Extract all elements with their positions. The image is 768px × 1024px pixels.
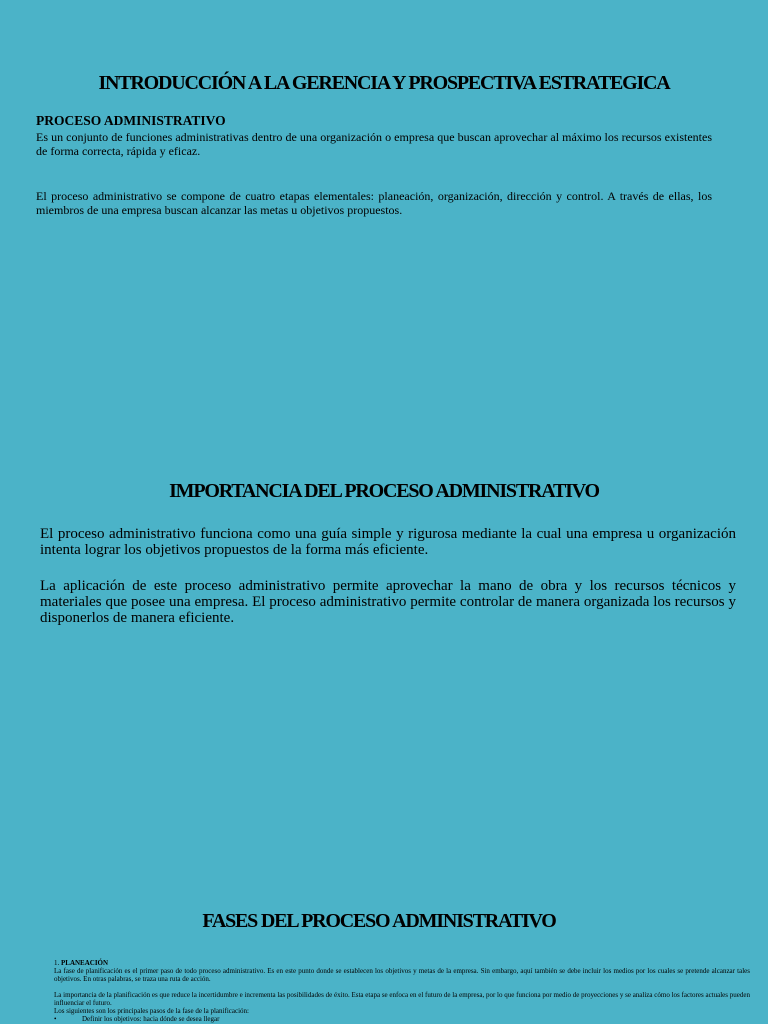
phase-heading	[54, 959, 750, 967]
phase-number: 1.	[54, 959, 60, 967]
phase-paragraph-1: La fase de planificación es el primer paso de todo proceso administrativo. Es en este punto donde se establecen los objetivos y metas de la empresa. Sin embargo, aquí también se debe incluir los medios por los cuales se pretende alcanzar tales objetivos. En otras palabras, se traza una ruta de acción.	[54, 967, 750, 983]
phase-paragraph-2: La importancia de la planificación es que reduce la incertidumbre e incrementa las posibilidades de éxito. Esta etapa se enfoca en el futuro de la empresa, por lo que funciona por medio de proyecciones y se analiza cómo los factores actuales pueden influenciar el futuro.	[54, 991, 750, 1007]
list-item	[54, 1015, 750, 1023]
section-title-importance: IMPORTANCIA DEL PROCESO ADMINISTRATIVO	[169, 480, 599, 502]
section-title-phases: FASES DEL PROCESO ADMINISTRATIVO	[202, 910, 556, 932]
paragraph-stages: El proceso administrativo se compone de cuatro etapas elementales: planeación, organización, dirección y control. A través de ellas, los miembros de una empresa buscan alcanzar las metas u objetivos propuestos.	[36, 189, 712, 217]
list-item-text: Definir los objetivos: hacia dónde se desea llegar	[82, 1015, 220, 1023]
paragraph-importance-2: La aplicación de este proceso administrativo permite aprovechar la mano de obra y los recursos técnicos y materiales que posee una empresa. El proceso administrativo permite controlar de manera organizada los recursos y disponerlos de manera eficiente.	[40, 578, 736, 626]
bullet-icon: •	[54, 1015, 57, 1023]
paragraph-definition: Es un conjunto de funciones administrativas dentro de una organización o empresa que buscan aprovechar al máximo los recursos existentes de forma correcta, rápida y eficaz.	[36, 130, 712, 158]
page-title: INTRODUCCIÓN A LA GERENCIA Y PROSPECTIVA ESTRATEGICA	[98, 72, 670, 94]
paragraph-importance-1: El proceso administrativo funciona como una guía simple y rigurosa mediante la cual una empresa u organización intenta lograr los objetivos propuestos de la forma más eficiente.	[40, 526, 736, 558]
phase-planning-block	[54, 959, 750, 1023]
section-subtitle: PROCESO ADMINISTRATIVO	[36, 113, 226, 128]
phase-title: PLANEACIÓN	[61, 959, 109, 967]
phase-steps-intro: Los siguientes son los principales pasos de la fase de la planificación:	[54, 1007, 249, 1015]
